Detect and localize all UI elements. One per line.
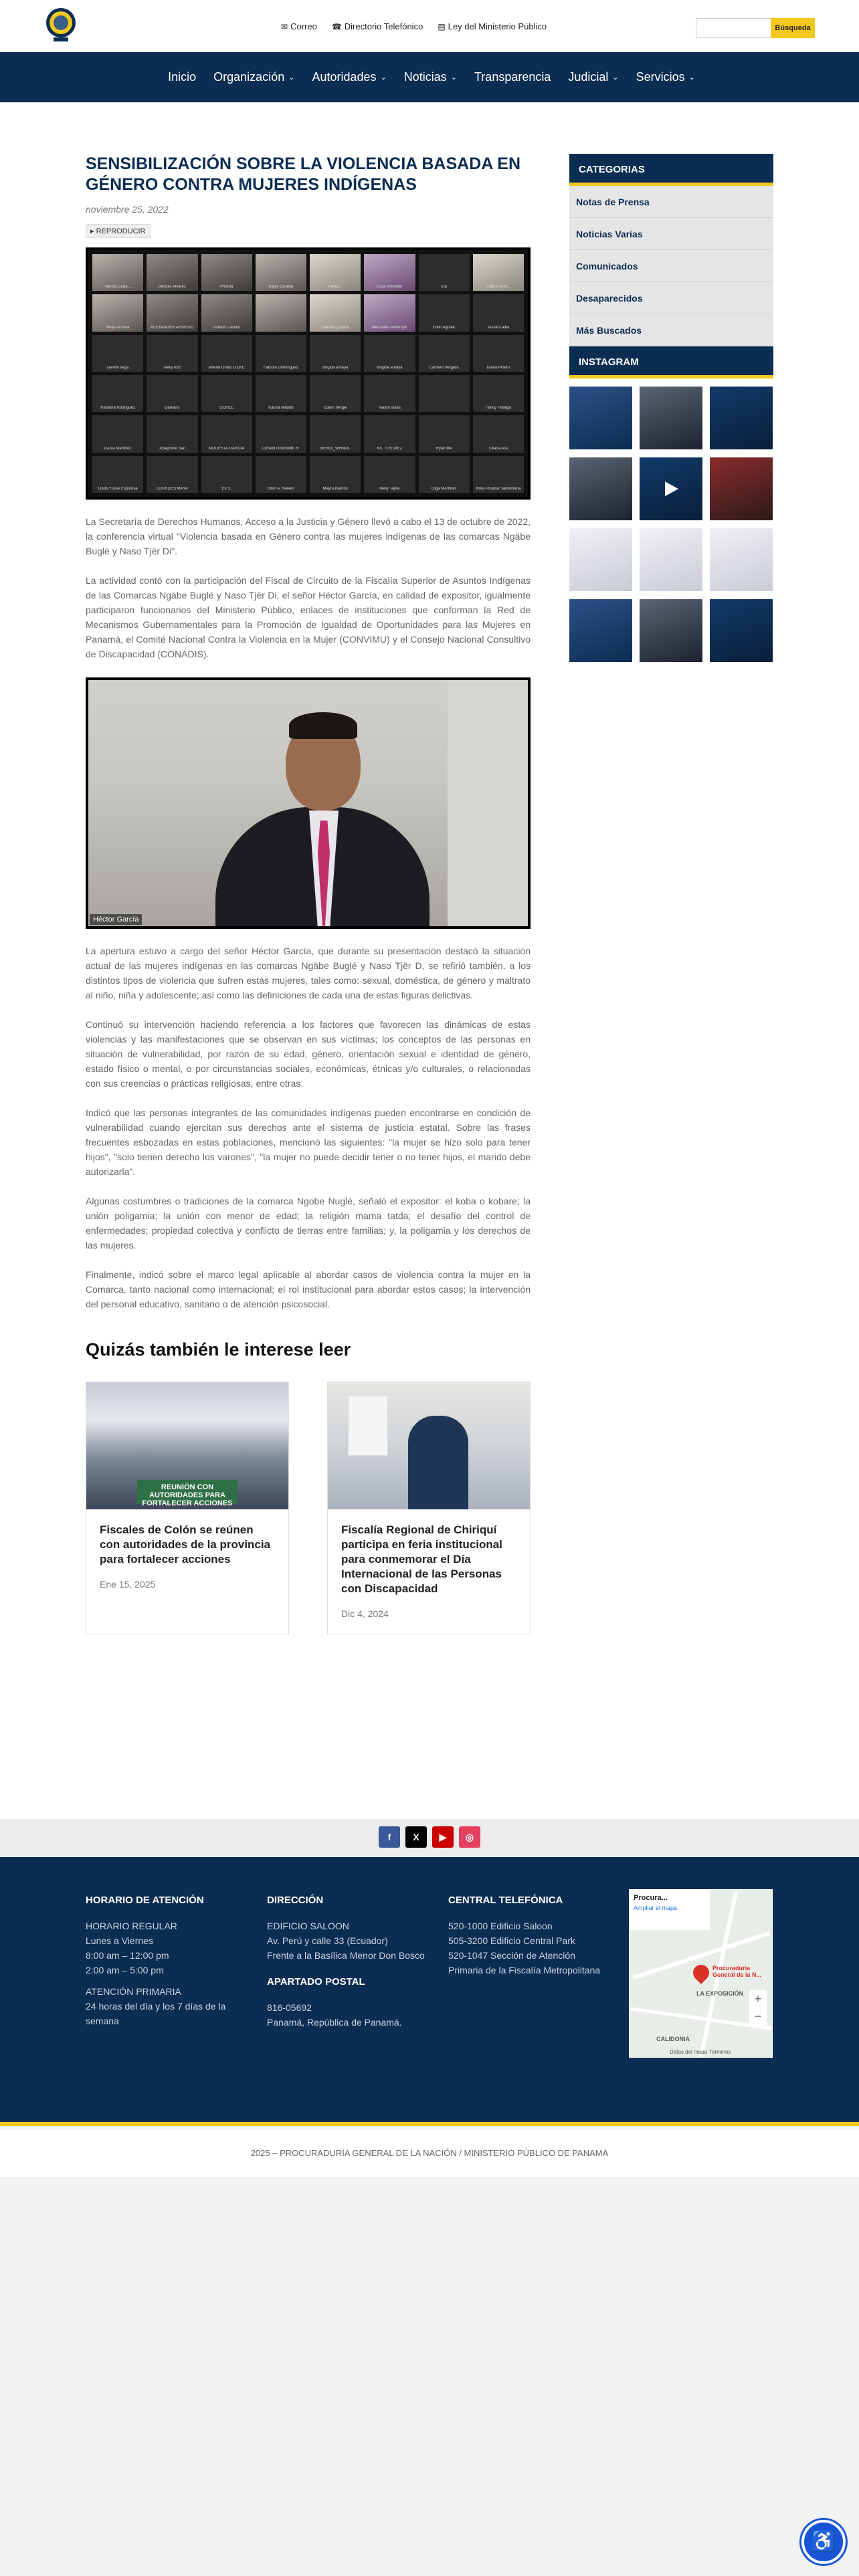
participant-name: Ela <box>441 285 447 290</box>
chevron-down-icon: ⌄ <box>612 74 619 82</box>
categories-heading: CATEGORIAS <box>569 154 773 186</box>
participant-name: KIL TOS DIEZ <box>377 446 403 451</box>
video-participant-tile <box>473 456 524 493</box>
participant-name: yaneth vega <box>106 365 129 370</box>
participant-name: Edwin Vergel <box>323 406 347 411</box>
category-item[interactable]: Desaparecidos <box>569 282 773 314</box>
related-card-image[interactable] <box>86 1382 288 1509</box>
video-participant-tile <box>310 294 361 331</box>
participant-name: Fabiola Dominguez <box>264 365 298 370</box>
instagram-heading: INSTAGRAM <box>569 346 773 379</box>
related-card[interactable] <box>86 1382 289 1634</box>
article-paragraph: Indicó que las personas integrantes de las comunidades indígenas pueden encontrarse en condición de vulnerabilidad cuando ejercitan sus derechos ante el sistema de justicia estatal. Sobre las frases frecuentes esbozadas en estas poblaciones, mencionó las siguientes: "la mujer se hizo solo para tener hijos", "solo tienen derecho los varones", "la mujer no puede decidir tener o no tener hijos, el marido debe autorizarla". <box>86 1107 531 1177</box>
participant-name: Dania Martinez <box>104 446 132 451</box>
video-participant-tile <box>92 375 143 412</box>
map-enlarge-link[interactable]: Ampliar el mapa <box>634 1905 678 1911</box>
participant-name: ALEXANDER ARSENIO <box>151 325 194 330</box>
participant-name: Mercedes Almengor <box>371 325 408 330</box>
nav-item-judicial[interactable]: Judicial ⌄ <box>568 70 619 84</box>
sidebar <box>569 154 773 662</box>
x-twitter-icon[interactable]: X <box>405 1826 427 1848</box>
participant-name: LOURDES MAYA <box>156 486 188 491</box>
video-participant-tile <box>201 415 252 452</box>
image-banner-text: REUNIÓN CON AUTORIDADES PARA FORTALECER ACCIONES <box>137 1480 237 1504</box>
video-participant-tile <box>147 375 197 412</box>
instagram-feed <box>569 387 773 662</box>
video-participant-tile <box>473 294 524 331</box>
photo-background <box>448 680 528 926</box>
video-participant-tile <box>92 456 143 493</box>
map-pin-icon[interactable] <box>690 1961 712 1984</box>
directorio-link[interactable]: ☎ Directorio Telefónico <box>331 21 423 31</box>
chevron-down-icon: ⌄ <box>450 74 457 82</box>
phone-icon: ☎ <box>331 22 342 31</box>
map-zoom-controls[interactable]: + − <box>749 1990 767 2025</box>
footer-text: EDIFICIO SALOON <box>267 1921 349 1931</box>
map-area-label: CALIDONIA <box>656 2036 690 2042</box>
video-conference-screenshot <box>86 247 531 500</box>
video-participant-tile <box>473 254 524 291</box>
top-links <box>281 21 547 31</box>
footer-text: Panamá, República de Panamá. <box>267 2017 402 2028</box>
participant-name: Lisbeth Castillo <box>213 325 240 330</box>
video-participant-tile <box>256 294 306 331</box>
image-figure <box>408 1416 468 1509</box>
participant-name: nieky rdrz <box>163 365 181 370</box>
map-attribution: Datos del mapa Términos <box>670 2049 731 2055</box>
video-participant-tile <box>201 456 252 493</box>
chevron-down-icon: ⌄ <box>380 74 387 82</box>
video-participant-tile <box>201 335 252 372</box>
footer-heading: DIRECCIÓN <box>267 1895 324 1906</box>
correo-link[interactable]: ✉ Correo <box>281 21 317 31</box>
video-participant-tile <box>92 294 143 331</box>
video-participant-tile <box>256 254 306 291</box>
category-item[interactable]: Noticias Varias <box>569 218 773 250</box>
video-participant-tile <box>92 415 143 452</box>
video-participant-tile <box>201 254 252 291</box>
footer-text: 8:00 am – 12:00 pm <box>86 1950 169 1961</box>
video-participant-tile <box>256 335 306 372</box>
participant-name: Josephine Sari <box>159 446 186 451</box>
participant-name: Fancy Hidalgo <box>485 406 512 411</box>
instagram-post[interactable] <box>640 387 702 449</box>
footer-heading: CENTRAL TELEFÓNICA <box>448 1895 563 1906</box>
chevron-down-icon: ⌄ <box>288 74 295 82</box>
nav-item-autoridades[interactable]: Autoridades ⌄ <box>312 70 387 84</box>
related-cards <box>86 1382 531 1634</box>
search-button[interactable]: Búsqueda <box>771 18 815 38</box>
video-participant-tile <box>419 294 470 331</box>
instagram-post[interactable] <box>710 457 773 520</box>
facebook-icon[interactable]: f <box>379 1826 400 1848</box>
related-card-title[interactable]: Fiscalía Regional de Chiriquí participa en feria institucional para conmemorar el Día Internacional de las Personas con Discapacidad <box>341 1523 502 1595</box>
related-card-date: Dic 4, 2024 <box>341 1608 389 1619</box>
nav-item-transparencia[interactable]: Transparencia <box>474 70 551 84</box>
video-participant-tile <box>364 415 415 452</box>
participant-name: Liliana Ara <box>488 446 508 451</box>
article-paragraph: La apertura estuvo a cargo del señor Héctor García, que durante su presentación destacó la situación actual de las mujeres indígenas en las comarcas Ngäbe Buglé y Naso Tjër D, se refirió también, a los distintos tipos de violencia que sufren estas mujeres, tales como: sexual, doméstica, de género y maltrato al niño, niña y adolescente; así como las definiciones de cada una de estas figuras delictivas. <box>86 946 531 1000</box>
video-participant-tile <box>473 415 524 452</box>
video-participant-tile <box>256 415 306 452</box>
instagram-post[interactable] <box>640 528 702 591</box>
instagram-post[interactable] <box>710 528 773 591</box>
category-item[interactable]: Notas de Prensa <box>569 186 773 218</box>
footer-text: 520-1047 Sección de Atención Primaria de la Fiscalía Metropolitana <box>448 1950 601 1975</box>
chevron-down-icon: ⌄ <box>688 74 695 82</box>
participant-name: Jessica alba <box>487 325 510 330</box>
ministerio-publico-logo[interactable] <box>44 7 78 44</box>
related-heading: Quizás también le interese leer <box>86 1339 351 1360</box>
map-area-label: LA EXPOSICIÓN <box>696 1990 744 1997</box>
video-participant-tile <box>147 415 197 452</box>
video-participant-tile <box>92 335 143 372</box>
instagram-post[interactable] <box>569 457 632 520</box>
video-participant-tile <box>364 335 415 372</box>
ley-link[interactable]: ▤ Ley del Ministerio Público <box>438 21 547 31</box>
location-map[interactable] <box>629 1889 773 2058</box>
accessibility-icon[interactable]: ♿ <box>801 2520 846 2564</box>
nav-item-noticias[interactable]: Noticias ⌄ <box>403 70 457 84</box>
instagram-post[interactable] <box>569 599 632 662</box>
category-item[interactable]: Más Buscados <box>569 314 773 346</box>
participant-name: Elkin Aguilar <box>433 325 456 330</box>
participant-name: Felicita Quijano <box>321 325 349 330</box>
related-card-image[interactable] <box>328 1382 530 1509</box>
main-content <box>0 102 859 1819</box>
article <box>86 154 531 1634</box>
instagram-post[interactable] <box>710 599 773 662</box>
footer-text: Lunes a Viernes <box>86 1935 153 1946</box>
participant-name: Yadira Fern... <box>486 285 510 290</box>
video-participant-tile <box>364 456 415 493</box>
participant-name: Damaris <box>165 406 180 411</box>
video-participant-tile <box>310 456 361 493</box>
video-participant-tile <box>147 456 197 493</box>
footer-text: 2:00 am – 5:00 pm <box>86 1965 164 1975</box>
video-participant-tile <box>364 294 415 331</box>
footer-text: 816-05692 <box>267 2002 312 2013</box>
map-pin-label: Procuraduría General de la N... <box>712 1965 762 1978</box>
video-participant-tile <box>419 335 470 372</box>
participant-name: Karina Madrid <box>268 406 294 411</box>
top-header <box>0 0 859 52</box>
map-info-card <box>630 1890 710 1930</box>
participant-name: Brigida amaya <box>322 365 349 370</box>
article-paragraph: Finalmente, indicó sobre el marco legal aplicable al abordar casos de violencia contra la mujer en la Comarca, tanto nacional como internacional; el rol institucional para abordar estos casos; la intervención del personal educativo, sanitario o de atención psicosocial. <box>86 1269 531 1309</box>
video-participant-tile <box>201 375 252 412</box>
video-participant-tile <box>419 415 470 452</box>
footer-address <box>267 1893 427 2036</box>
participant-name: Ek S. <box>221 486 231 491</box>
footer-phones <box>448 1893 602 1984</box>
video-participant-tile <box>147 294 197 331</box>
speaker-photo <box>86 677 531 929</box>
participant-name: Belquis Alvarez <box>158 285 186 290</box>
participant-name: Carmen Vergara <box>429 365 459 370</box>
play-icon <box>665 481 678 496</box>
instagram-post[interactable] <box>710 387 773 449</box>
video-participant-tile <box>147 254 197 291</box>
video-participant-tile <box>256 375 306 412</box>
footer-text: ATENCIÓN PRIMARIA <box>86 1986 181 1997</box>
footer-heading: HORARIO DE ATENCIÓN <box>86 1895 204 1906</box>
video-participant-tile <box>310 415 361 452</box>
youtube-icon[interactable]: ▶ <box>432 1826 454 1848</box>
participant-name: Olga Martinez <box>431 486 457 491</box>
participant-name: mayra rosas <box>378 406 401 411</box>
participant-name: Lindo Yusse Espinosa <box>98 486 138 491</box>
footer-hours <box>86 1893 246 2035</box>
article-date: noviembre 25, 2022 <box>86 204 169 215</box>
video-participant-tile <box>310 375 361 412</box>
footer-text: Frente a la Basílica Menor Don Bosco <box>267 1950 425 1961</box>
video-participant-tile <box>147 335 197 372</box>
participant-name: OCKCE <box>219 406 234 411</box>
article-paragraph: La actividad contó con la participación del Fiscal de Circuito de la Fiscalía Superior de Asuntos Indígenas de las Comarcas Ngäbe Buglé y Naso Tjër Di, el señor Héctor García, en calidad de expositor, igualmente participaron funcionarios del Ministerio Público, enlaces de instituciones que conforman la Red de Mecanismos Gubernamentales para la Promoción de Igualdad de Oportunidades para las Mujeres en Panamá, el Comité Nacional Contra la Violencia en la Mujer (CONVIMU) y el Consejo Nacional Consultivo de Discapacidad (CONADIS). <box>86 575 531 659</box>
participant-name: Nelly Tejilla <box>379 486 400 491</box>
document-icon: ▤ <box>438 22 446 31</box>
footer-text: Av. Perú y calle 33 (Ecuador) <box>267 1935 388 1946</box>
video-participant-tile <box>364 254 415 291</box>
video-participant-tile <box>256 456 306 493</box>
nav-item-servicios[interactable]: Servicios ⌄ <box>636 70 695 84</box>
article-paragraph: Algunas costumbres o tradiciones de la comarca Ngobe Nuglé, señaló el expositor: el koba o kobare; la unión poligamia; la unión con menor de edad; la religión mama tatda; el desafío del control de enfermedades; propiedad colectiva y conflicto de tierras entre familias; y, la poligamia y los derechos de las mujeres. <box>86 1196 531 1251</box>
participant-name: MODESTA GARCIA <box>208 446 245 451</box>
participant-name: Elkin A. Nieves <box>267 486 294 491</box>
related-card-title[interactable]: Fiscales de Colón se reúnen con autoridades de la provincia para fortalecer acciones <box>100 1523 271 1566</box>
photo-caption: Héctor García <box>90 914 142 925</box>
main-nav <box>0 52 859 102</box>
article-paragraph: La Secretaría de Derechos Humanos, Acceso a la Justicia y Género llevó a cabo el 13 de octubre de 2022, la conferencia virtual "Violencia basada en Género contra las mujeres indígenas de las comarcas Ngäbe Buglé y Naso Tjër Di". <box>86 516 531 556</box>
video-participant-tile <box>310 335 361 372</box>
video-participant-tile <box>419 375 470 412</box>
video-participant-tile <box>473 375 524 412</box>
instagram-post[interactable] <box>569 528 632 591</box>
footer-heading: APARTADO POSTAL <box>267 1976 365 1988</box>
category-item[interactable]: Comunicados <box>569 250 773 282</box>
play-icon: ▸ <box>90 227 96 235</box>
video-participant-tile <box>419 456 470 493</box>
video-participant-tile <box>364 375 415 412</box>
video-participant-tile <box>201 294 252 331</box>
participant-name: Nelys Acosta <box>106 325 130 330</box>
copyright: 2025 – PROCURADURÍA GENERAL DE LA NACIÓN / MINISTERIO PÚBLICO DE PANAMÁ <box>0 2130 859 2177</box>
participant-name: Priscila <box>219 285 233 290</box>
participant-name: Nora Poulina Santamaria <box>476 486 521 491</box>
video-participant-tile <box>92 254 143 291</box>
social-bar <box>0 1819 859 1857</box>
instagram-post[interactable] <box>640 599 702 662</box>
footer <box>0 1857 859 2126</box>
footer-text: 520-1000 Edificio Saloon <box>448 1921 553 1931</box>
participant-name: Milena Ordaz OCKE <box>208 365 245 370</box>
instagram-icon[interactable]: ◎ <box>459 1826 480 1848</box>
search-input[interactable] <box>696 18 771 38</box>
video-participant-tile <box>419 254 470 291</box>
participant-name: Mayra Barrios <box>322 486 348 491</box>
image-rollup-banner <box>348 1396 388 1456</box>
instagram-post[interactable] <box>640 457 702 520</box>
envelope-icon: ✉ <box>281 22 288 31</box>
participant-name: BERGI_WHNOL <box>320 446 351 451</box>
instagram-post[interactable] <box>569 387 632 449</box>
participant-name: Ryan Me <box>436 446 452 451</box>
play-audio-button[interactable]: ▸ REPRODUCIR <box>86 224 151 238</box>
footer-text: HORARIO REGULAR <box>86 1921 177 1931</box>
participant-name: Dalys Ecrabel <box>268 285 294 290</box>
participant-name: Fabiola Coba ... <box>103 285 132 290</box>
article-paragraph: Continuó su intervención haciendo referencia a los factores que favorecen las dinámicas de estas violencias y las manifestaciones que se observan en sus víctimas; los conceptos de las personas en situación de vulnerabilidad, por razón de su edad, género, orientación sexual e identidad de género, estado físico o mental, o por circunstancias sociales, económicas, étnicas y/o culturales, o relacionadas con sus creencias o prácticas religiosas, entre otras. <box>86 1019 531 1089</box>
search-form <box>696 18 815 38</box>
map-place-name: Procura... <box>634 1894 668 1902</box>
article-title: SENSIBILIZACIÓN SOBRE LA VIOLENCIA BASADA EN GÉNERO CONTRA MUJERES INDÍGENAS <box>86 154 521 194</box>
related-card-date: Ene 15, 2025 <box>100 1579 156 1590</box>
video-participant-tile <box>310 254 361 291</box>
participant-name: Lizbeth Goldsmith R. <box>262 446 300 451</box>
footer-text: 505-3200 Edificio Central Park <box>448 1935 575 1946</box>
participant-name: Ramona Rodriguez <box>100 406 135 411</box>
footer-text: 24 horas del día y los 7 días de la semana <box>86 2001 226 2026</box>
related-card[interactable] <box>327 1382 531 1634</box>
participant-name: Diana Pinero <box>486 365 510 370</box>
participant-name: Perez... <box>328 285 343 290</box>
nav-item-inicio[interactable]: Inicio <box>168 70 197 84</box>
nav-item-organizacion[interactable]: Organización ⌄ <box>213 70 295 84</box>
photo-hair <box>289 712 357 739</box>
participant-name: Brigida amaya <box>377 365 403 370</box>
participant-name: Elisa Pimentel <box>377 285 403 290</box>
video-participant-tile <box>473 335 524 372</box>
